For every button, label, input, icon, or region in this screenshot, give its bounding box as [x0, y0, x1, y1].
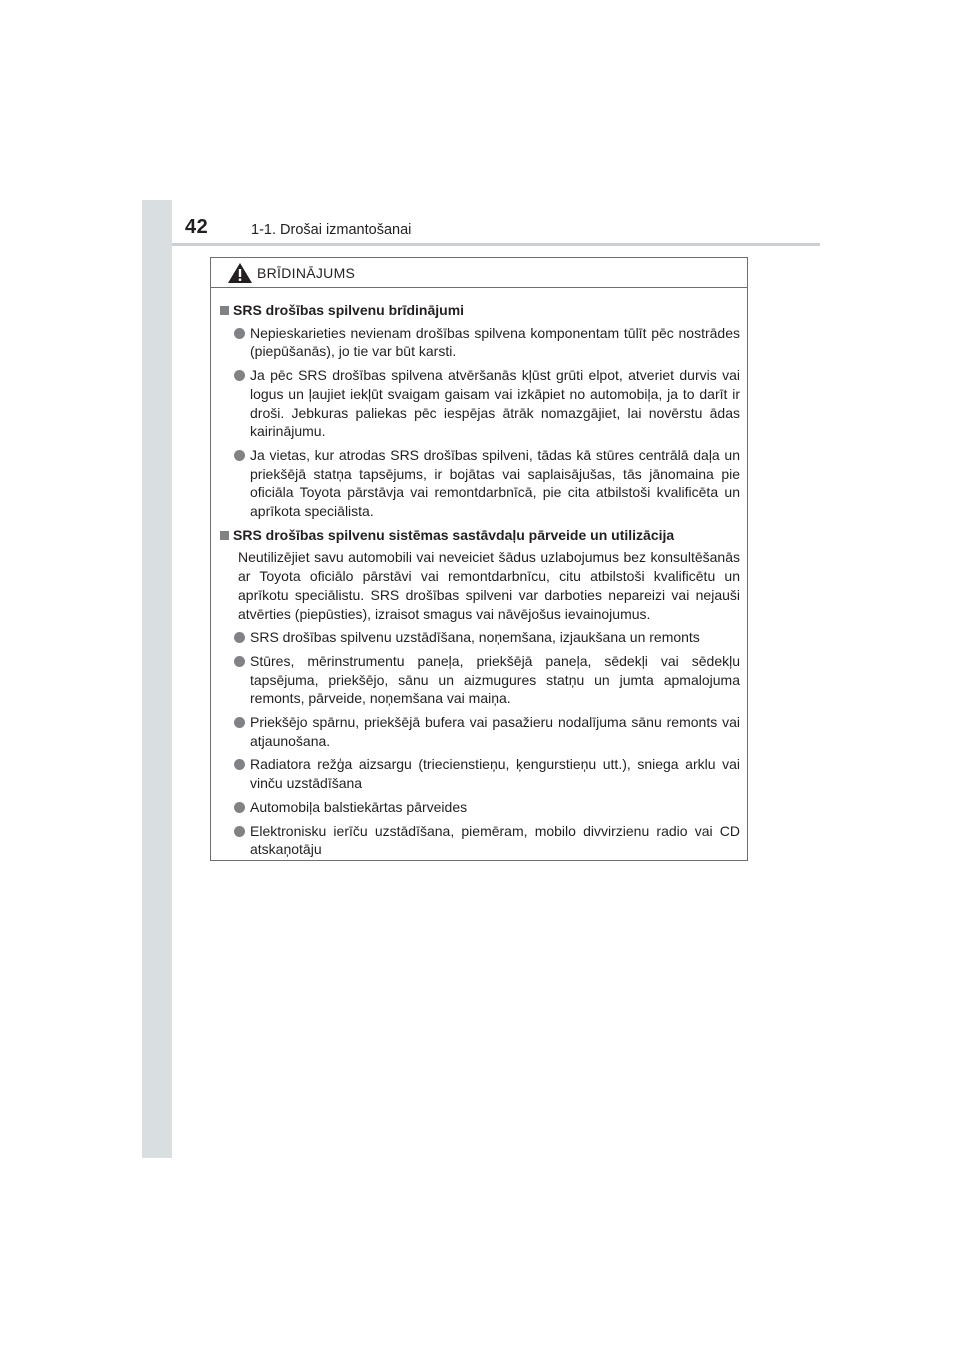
side-tab-band	[142, 200, 172, 1158]
bullet-dot-icon	[234, 328, 245, 339]
bullet-dot-icon	[234, 717, 245, 728]
section-title: 1-1. Drošai izmantošanai	[251, 222, 412, 238]
warning-box	[210, 257, 748, 861]
list-item: Elektronisku ierīču uzstādīšana, piemēram, mobilo divvirzienu radio vai CD atskaņotāju	[234, 822, 740, 859]
header-rule	[172, 243, 820, 246]
bullet-dot-icon	[234, 826, 245, 837]
list-item: Nepieskarieties nevienam drošības spilvena komponentam tūlīt pēc nostrādes (piepūšanās), jo tie var būt karsti.	[234, 324, 740, 361]
bullet-dot-icon	[234, 759, 245, 770]
warning-title: BRĪDINĀJUMS	[257, 264, 356, 281]
list-item: Stūres, mērinstrumentu paneļa, priekšējā paneļa, sēdekļi vai sēdekļu tapsējuma, priekšējo, sānu un aizmugures statņu un jumta apmalojuma remonts, pārveide, noņemšana vai maiņa.	[234, 652, 740, 708]
list-item: SRS drošības spilvenu uzstādīšana, noņemšana, izjaukšana un remonts	[234, 628, 740, 647]
section-intro: Neutilizējiet savu automobili vai neveiciet šādus uzlabojumus bez konsultēšanās ar Toyota oficiālo pārstāvi vai remontdarbnīcu, citu atbilstoši kvalificētu un aprīkotu speciālistu. SRS drošības spilveni var darboties nepareizi vai nejauši atvērties (piepūsties), izraisot smagus vai nāvējošus ievainojumus.	[238, 549, 740, 622]
section-heading: SRS drošības spilvenu brīdinājumi	[219, 301, 740, 320]
list-item: Automobiļa balstiekārtas pārveides	[234, 798, 740, 817]
warning-triangle-icon	[227, 262, 253, 284]
bullet-dot-icon	[234, 802, 245, 813]
list-item: Ja pēc SRS drošības spilvena atvēršanās kļūst grūti elpot, atveriet durvis vai logus un ļaujiet iekļūt svaigam gaisam vai izkāpiet no automobiļa, ja to darīt ir droši. Jebkuras paliekas pēc iespējas ātrāk nomazgājiet, lai novērstu ādas kairinājumu.	[234, 366, 740, 441]
page-number: 42	[185, 216, 209, 238]
bullet-dot-icon	[234, 632, 245, 643]
list-item: Priekšējo spārnu, priekšējā bufera vai pasažieru nodalījuma sānu remonts vai atjaunošana.	[234, 713, 740, 750]
section-heading: SRS drošības spilvenu sistēmas sastāvdaļu pārveide un utilizācija	[219, 526, 740, 545]
warning-body	[211, 288, 747, 859]
bullet-dot-icon	[234, 656, 245, 667]
list-item: Radiatora režģa aizsargu (triecienstieņu, ķengurstieņu utt.), sniega arklu vai vinču uzstādīšana	[234, 755, 740, 792]
warning-header	[211, 258, 747, 288]
bullet-dot-icon	[234, 450, 245, 461]
list-item: Ja vietas, kur atrodas SRS drošības spilveni, tādas kā stūres centrālā daļa un priekšējā statņa tapsējums, ir bojātas vai saplaisājušas, tās jānomaina pie oficiāla Toyota pārstāvja vai remontdarbnīcā, pie cita atbilstoši kvalificēta un aprīkota speciālista.	[234, 446, 740, 521]
square-bullet-icon	[220, 306, 229, 315]
square-bullet-icon	[220, 531, 229, 540]
bullet-dot-icon	[234, 370, 245, 381]
